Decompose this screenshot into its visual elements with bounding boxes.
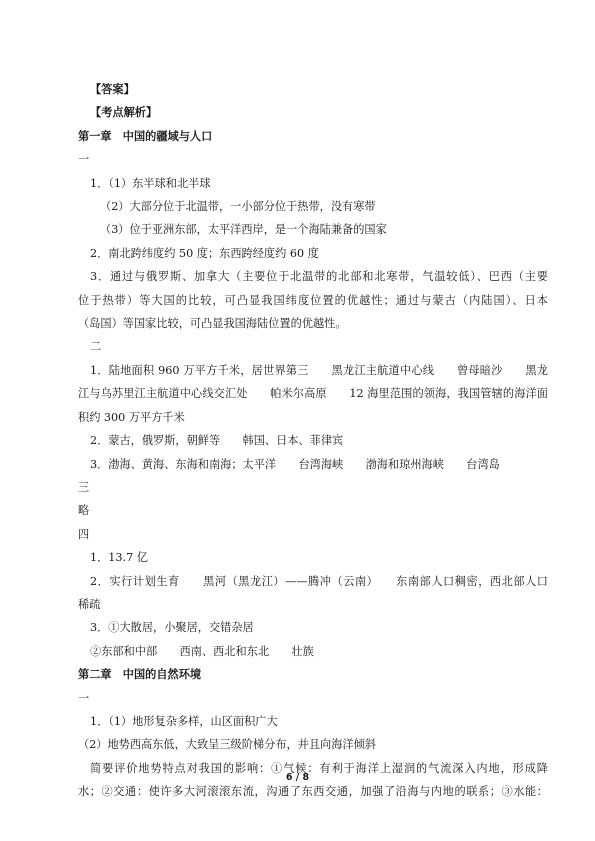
section-3-label: 三	[78, 480, 90, 494]
chapter-1-title: 第一章 中国的疆域与人口	[78, 128, 213, 143]
s2-q1-line3: 积约 300 万平方千米	[78, 410, 185, 424]
s1-q3-line3: （岛国）等国家比较，可凸显我国海陆位置的优越性。	[78, 317, 347, 331]
c2-q1: 1．（1）地形复杂多样，山区面积广大	[90, 714, 278, 728]
page-content	[78, 78, 548, 804]
analysis-heading: 【考点解析】	[90, 105, 158, 120]
ch2-section-1-label: 一	[78, 691, 90, 705]
s4-q3-part2: ②东部和中部 西南、西北和东北 壮族	[90, 644, 314, 658]
s4-q1: 1．13.7 亿	[90, 551, 148, 565]
s1-q3-line1: 3．通过与俄罗斯、加拿大（主要位于北温带的北部和北寒带，气温较低）、巴西（主要	[90, 270, 548, 284]
s1-q1: 1．（1）东半球和北半球	[90, 176, 211, 190]
s2-q1-line1: 1．陆地面积 960 万平方千米，居世界第三 黑龙江主航道中心线 曾母暗沙 黑龙	[90, 363, 548, 377]
section-2-label: 二	[90, 340, 102, 354]
s2-q2: 2．蒙古，俄罗斯，朝鲜等 韩国、日本、菲律宾	[90, 434, 344, 448]
s1-q2: 2．南北跨纬度约 50 度；东西跨经度约 60 度	[90, 246, 319, 260]
s1-q3-line2: 位于热带）等大国的比较，可凸显我国纬度位置的优越性；通过与蒙古（内陆国）、日本	[78, 293, 548, 307]
section-1-label: 一	[78, 153, 90, 167]
chapter-2-title: 第二章 中国的自然环境	[78, 667, 202, 682]
s2-q1-line2: 江与乌苏里江主航道中心线交汇处 帕米尔高原 12 海里范围的领海，我国管辖的海洋面	[78, 387, 548, 401]
s1-q1-part2: （2）大部分位于北温带，一小部分位于热带，没有寒带	[100, 200, 376, 214]
s3-text: 略	[78, 504, 90, 518]
s2-q3: 3．渤海、黄海、东海和南海；太平洋 台湾海峡 渤海和琼州海峡 台湾岛	[90, 457, 500, 471]
c2-eval-line1: 简要评价地势特点对我国的影响：①气候：有利于海洋上湿润的气流深入内地，形成降	[90, 761, 548, 775]
answer-heading: 【答案】	[90, 82, 135, 96]
c2-q1-part2: （2）地势西高东低，大致呈三级阶梯分布，并且向海洋倾斜	[78, 738, 376, 752]
page-number: 6 / 8	[285, 772, 310, 783]
s1-q1-part3: （3）位于亚洲东部，太平洋西岸，是一个海陆兼备的国家	[100, 223, 387, 237]
s4-q2-line2: 稀疏	[78, 597, 101, 611]
section-4-label: 四	[78, 527, 90, 541]
c2-eval-line2: 水；②交通：使许多大河滚滚东流，沟通了东西交通，加强了沿海与内地的联系；③水能：	[78, 785, 548, 799]
s4-q3-part1: 3．①大散居，小聚居，交错杂居	[90, 621, 254, 635]
s4-q2-line1: 2．实行计划生育 黑河（黑龙江）——腾冲（云南） 东南部人口稠密，西北部人口	[90, 574, 548, 588]
